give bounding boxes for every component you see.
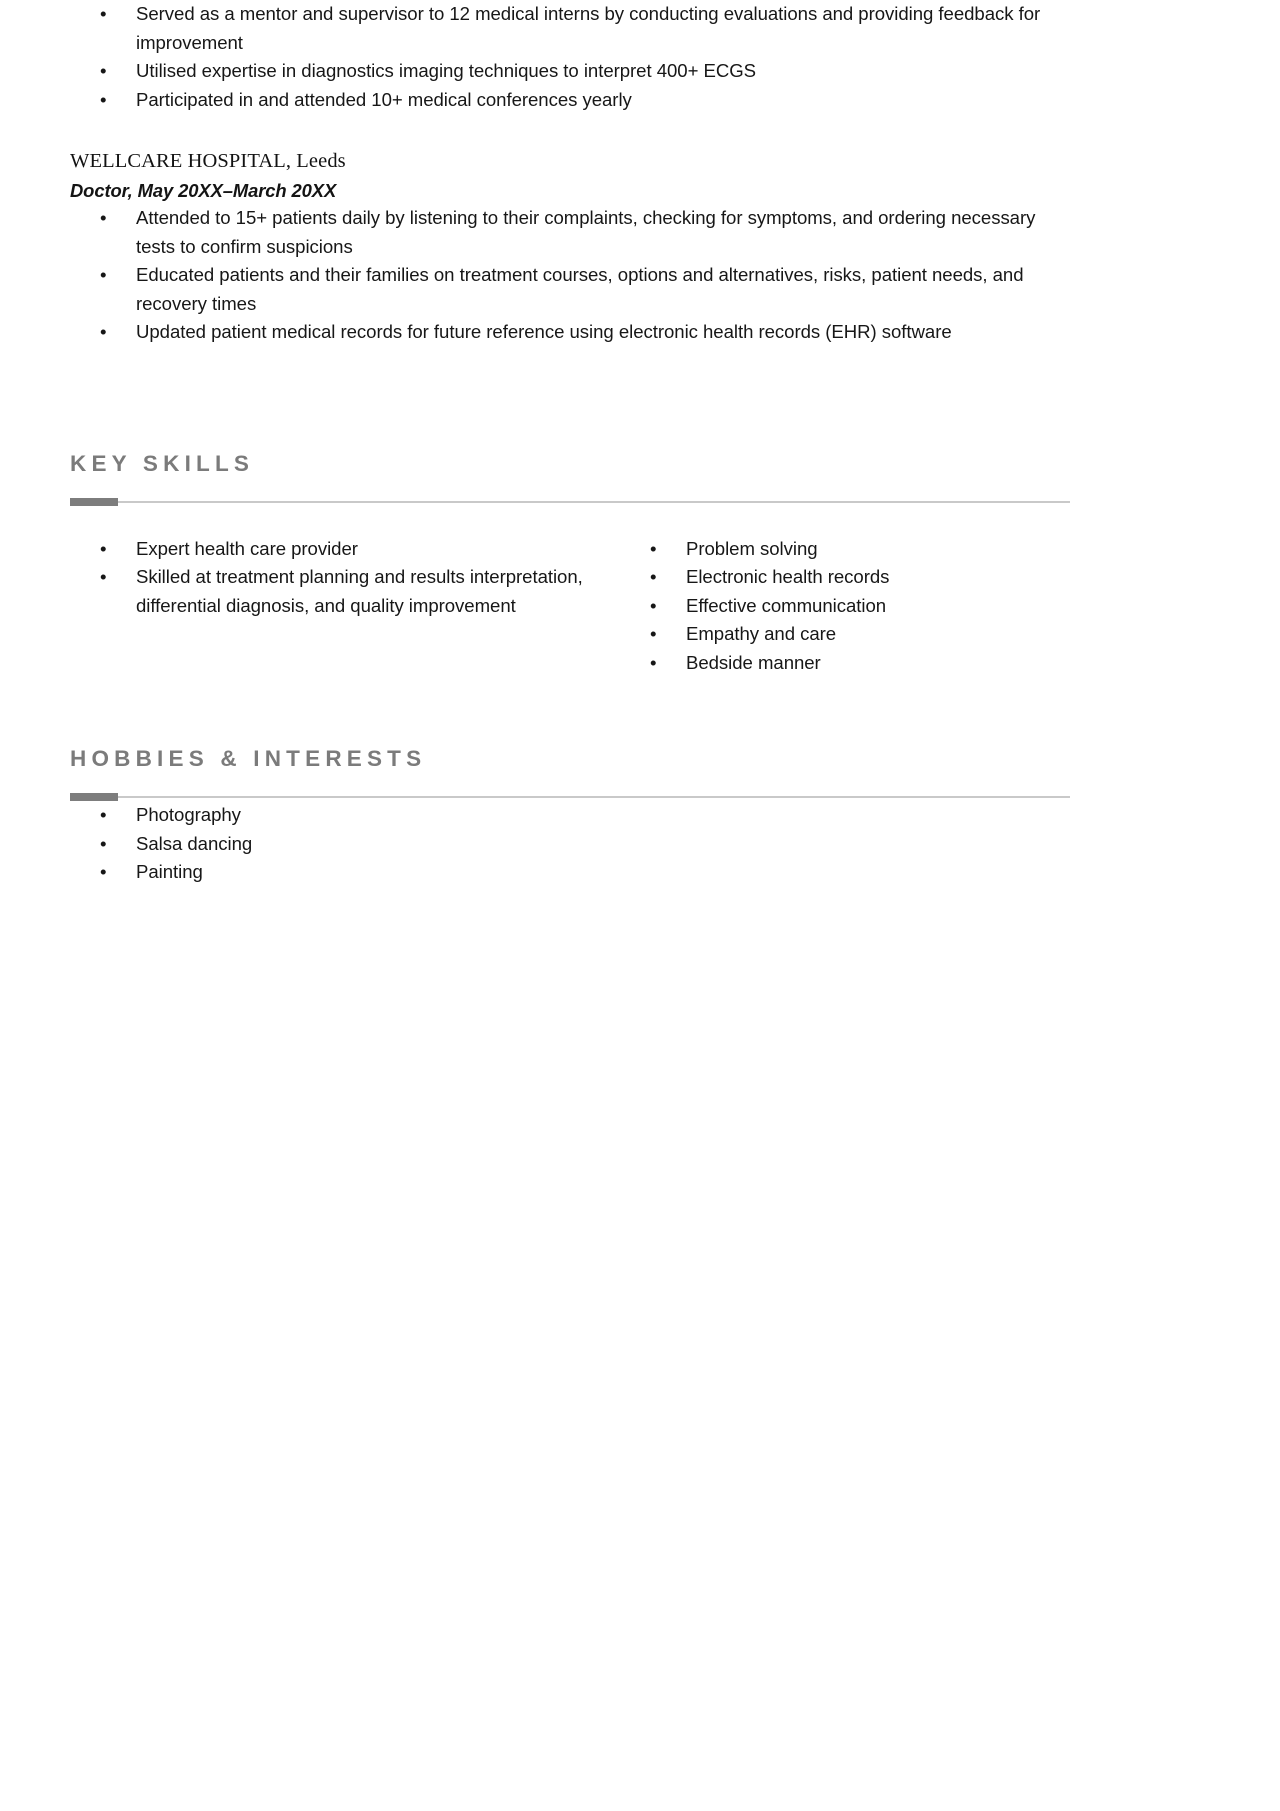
employer-name: WELLCARE HOSPITAL, Leeds bbox=[70, 150, 346, 172]
bullet-icon: • bbox=[100, 566, 107, 587]
bullet-icon: • bbox=[100, 861, 107, 882]
key-skills-left-list bbox=[70, 535, 620, 621]
bullet-icon: • bbox=[100, 537, 107, 559]
bullet-icon: • bbox=[650, 623, 657, 644]
list-item-text: Updated patient medical records for future reference using electronic health records (EHR) software bbox=[136, 321, 952, 342]
list-item-text: Problem solving bbox=[686, 537, 818, 559]
job-title-and-dates: Doctor, May 20XX–March 20XX bbox=[70, 180, 337, 201]
list-item bbox=[70, 801, 1070, 830]
list-item-text: Educated patients and their families on treatment courses, options and alternatives, risks, patient needs, and recovery times bbox=[136, 264, 1024, 314]
list-item bbox=[70, 57, 1070, 86]
bullet-icon: • bbox=[100, 60, 107, 81]
bullet-icon: • bbox=[650, 566, 657, 587]
bullet-icon: • bbox=[650, 537, 657, 559]
list-item-text: Painting bbox=[136, 861, 203, 882]
experience-entry-bullet-list bbox=[70, 204, 1070, 347]
list-item-text: Empathy and care bbox=[686, 623, 837, 644]
key-skills-left-column bbox=[70, 535, 620, 678]
list-item bbox=[70, 563, 620, 620]
divider-thin-line bbox=[70, 501, 1070, 503]
divider-accent-block bbox=[70, 793, 118, 801]
key-skills-right-column bbox=[620, 535, 1070, 678]
list-item-text: Effective communication bbox=[686, 594, 887, 616]
list-item-text: Electronic health records bbox=[686, 566, 890, 587]
list-item-text: Salsa dancing bbox=[136, 832, 253, 854]
bullet-icon: • bbox=[100, 3, 107, 24]
list-item-text: Skilled at treatment planning and results interpretation, differential diagnosis, and quality improvement bbox=[136, 566, 583, 616]
list-item bbox=[70, 0, 1070, 57]
list-item bbox=[70, 858, 1070, 887]
list-item-text: Participated in and attended 10+ medical conferences yearly bbox=[136, 88, 632, 110]
page-content bbox=[70, 0, 1070, 887]
divider-thin-line bbox=[70, 796, 1070, 798]
hobbies-heading: HOBBIES & INTERESTS bbox=[70, 746, 427, 771]
list-item bbox=[70, 204, 1070, 261]
list-item-text: Attended to 15+ patients daily by listening to their complaints, checking for symptoms, and ordering necessary tests to confirm suspicions bbox=[136, 207, 1036, 257]
bullet-icon: • bbox=[100, 321, 107, 342]
divider-accent-block bbox=[70, 498, 118, 506]
list-item bbox=[70, 318, 1070, 347]
list-item-text: Expert health care provider bbox=[136, 537, 358, 559]
list-item bbox=[620, 649, 1070, 678]
list-item bbox=[70, 830, 1070, 859]
bullet-icon: • bbox=[100, 264, 107, 285]
list-item bbox=[620, 592, 1070, 621]
list-item-text: Utilised expertise in diagnostics imaging techniques to interpret 400+ ECGS bbox=[136, 60, 756, 81]
key-skills-heading: KEY SKILLS bbox=[70, 450, 255, 476]
key-skills-columns bbox=[70, 535, 1070, 678]
list-item bbox=[70, 86, 1070, 115]
list-item bbox=[620, 535, 1070, 564]
list-item bbox=[620, 620, 1070, 649]
hobbies-divider bbox=[70, 793, 1070, 801]
section-spacer bbox=[70, 347, 1070, 451]
key-skills-right-list bbox=[620, 535, 1070, 678]
list-item bbox=[620, 563, 1070, 592]
list-item bbox=[70, 261, 1070, 318]
key-skills-divider bbox=[70, 498, 1070, 506]
list-item-text: Served as a mentor and supervisor to 12 medical interns by conducting evaluations and providing feedback for improvement bbox=[136, 3, 1041, 53]
bullet-icon: • bbox=[100, 207, 107, 228]
list-item-text: Photography bbox=[136, 804, 241, 825]
bullet-icon: • bbox=[650, 651, 657, 673]
list-item-text: Bedside manner bbox=[686, 651, 821, 673]
experience-top-bullet-list bbox=[70, 0, 1070, 114]
bullet-icon: • bbox=[100, 804, 107, 825]
hobbies-list bbox=[70, 801, 1070, 887]
bullet-icon: • bbox=[100, 832, 107, 854]
key-skills-section bbox=[70, 451, 1070, 678]
bullet-icon: • bbox=[100, 88, 107, 110]
list-item bbox=[70, 535, 620, 564]
hobbies-section bbox=[70, 746, 1070, 887]
bullet-icon: • bbox=[650, 594, 657, 616]
